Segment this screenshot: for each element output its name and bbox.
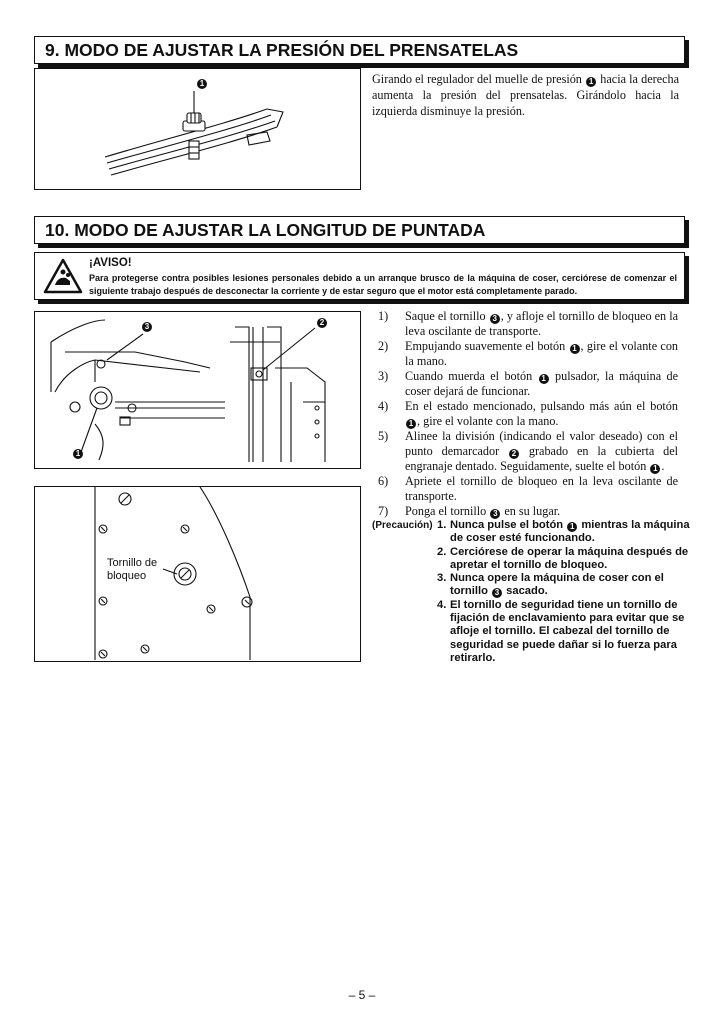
presser-foot-figure — [34, 68, 361, 190]
list-item — [378, 504, 678, 519]
caution-lead: (Precaución) — [372, 520, 433, 531]
step-text: grabado en la cubierta del engranaje dentado. Seguidamente, suelte el botón — [405, 443, 679, 473]
warning-box — [34, 252, 685, 300]
marker-1-icon: 1 — [539, 374, 549, 384]
caution-text: El tornillo de seguridad tiene un tornillo de fijación de enclavamiento para evitar que se afloje el tornillo. El cabezal del tornillo de seguridad se puede dañar si lo fuerza para retirarlo. — [450, 598, 685, 664]
lock-screw-label — [107, 557, 157, 583]
list-item — [378, 474, 678, 503]
step-number: 2) — [378, 339, 389, 353]
list-item — [378, 369, 678, 399]
callout-2-icon: 2 — [317, 318, 327, 328]
callout-1-icon: 1 — [73, 449, 83, 459]
list-item — [378, 339, 678, 369]
step-text: pulsador, la máquina de coser dejará de funcionar. — [405, 369, 679, 398]
section-9-title: 9. MODO DE AJUSTAR LA PRESIÓN DEL PRENSATELAS — [45, 40, 519, 60]
lock-screw-label-line1: Tornillo de — [107, 557, 158, 569]
caution-number: 1. — [437, 519, 447, 531]
step-number: 4) — [378, 399, 389, 413]
caution-text: mientras la máquina de coser esté funcionando. — [450, 519, 690, 545]
list-item — [378, 309, 678, 339]
steps-list — [378, 309, 678, 519]
section-9-text-a: Girando el regulador del muelle de presión — [372, 72, 582, 86]
marker-3-icon: 3 — [490, 314, 500, 324]
caution-text: Cerciórese de operar la máquina después de apretar el tornillo de bloqueo. — [450, 545, 689, 571]
section-9-text — [372, 71, 679, 119]
stitch-length-figure — [34, 311, 361, 469]
marker-3-icon: 3 — [490, 509, 500, 519]
marker-2-icon: 2 — [509, 449, 519, 459]
section-9-text-b: hacia la derecha aumenta la presión del prensatelas. Girándolo hacia la izquierda disminuye la presión. — [372, 72, 680, 118]
caution-block — [372, 519, 692, 665]
step-number: 1) — [378, 309, 389, 323]
caution-text: Nunca pulse el botón — [450, 519, 564, 531]
marker-1-icon: 1 — [586, 77, 596, 87]
marker-1-icon: 1 — [570, 344, 580, 354]
step-number: 6) — [378, 474, 389, 488]
marker-3-icon: 3 — [492, 588, 502, 598]
list-item — [437, 546, 692, 573]
lock-screw-figure — [34, 486, 361, 662]
section-10-title: 10. MODO DE AJUSTAR LA LONGITUD DE PUNTADA — [45, 220, 486, 240]
callout-1-icon: 1 — [197, 79, 207, 89]
marker-1-icon: 1 — [567, 522, 577, 532]
step-text: en su lugar. — [504, 503, 561, 518]
lock-screw-label-line2: bloqueo — [107, 570, 147, 582]
step-number: 7) — [378, 503, 389, 518]
step-text: . — [661, 458, 665, 473]
step-text: , y afloje el tornillo de bloqueo en la leva oscilante de transporte. — [405, 309, 679, 338]
list-item — [378, 399, 678, 429]
callout-3-icon: 3 — [142, 322, 152, 332]
list-item — [437, 599, 692, 665]
step-number: 3) — [378, 369, 389, 383]
caution-list — [372, 519, 692, 665]
step-text: Apriete el tornillo de bloqueo en la leva oscilante de transporte. — [405, 474, 678, 503]
step-number: 5) — [378, 429, 389, 443]
section-9-heading — [34, 36, 685, 64]
marker-1-icon: 1 — [650, 464, 660, 474]
warning-text: Para protegerse contra posibles lesiones personales debido a un arranque brusco de la máquina de coser, cerciórese de comenzar el siguiente trabajo después de desconectar la corriente y de estar seguro que el motor está completamente parado. — [89, 273, 677, 296]
step-text: , gire el volante con la mano. — [405, 339, 679, 368]
step-text: Cuando muerda el botón — [405, 369, 533, 383]
lock-screw-illustration — [35, 487, 359, 660]
page-number: – 5 – — [348, 988, 376, 1002]
step-text: Saque el tornillo — [405, 309, 486, 323]
caution-number: 3. — [437, 572, 447, 585]
step-text: En el estado mencionado, pulsando más aún el botón — [405, 399, 678, 413]
step-text: Alinee la división (indicando el valor deseado) con el punto demarcador — [405, 429, 678, 458]
caution-text: sacado. — [506, 585, 548, 598]
list-item — [437, 519, 692, 546]
section-10-heading — [34, 216, 685, 244]
list-item — [437, 572, 692, 599]
warning-title: ¡AVISO! — [89, 257, 132, 269]
caution-number: 4. — [437, 598, 447, 611]
caution-number: 2. — [437, 545, 447, 558]
step-text: Ponga el tornillo — [405, 503, 487, 518]
stitch-length-illustration — [35, 312, 359, 467]
marker-1-icon: 1 — [406, 419, 416, 429]
caution-text: Nunca opere la máquina de coser con el tornillo — [450, 572, 664, 598]
step-text: Empujando suavemente el botón — [405, 339, 566, 353]
step-text: , gire el volante con la mano. — [417, 413, 559, 428]
hand-crush-warning-icon — [43, 258, 83, 294]
list-item — [378, 429, 678, 474]
